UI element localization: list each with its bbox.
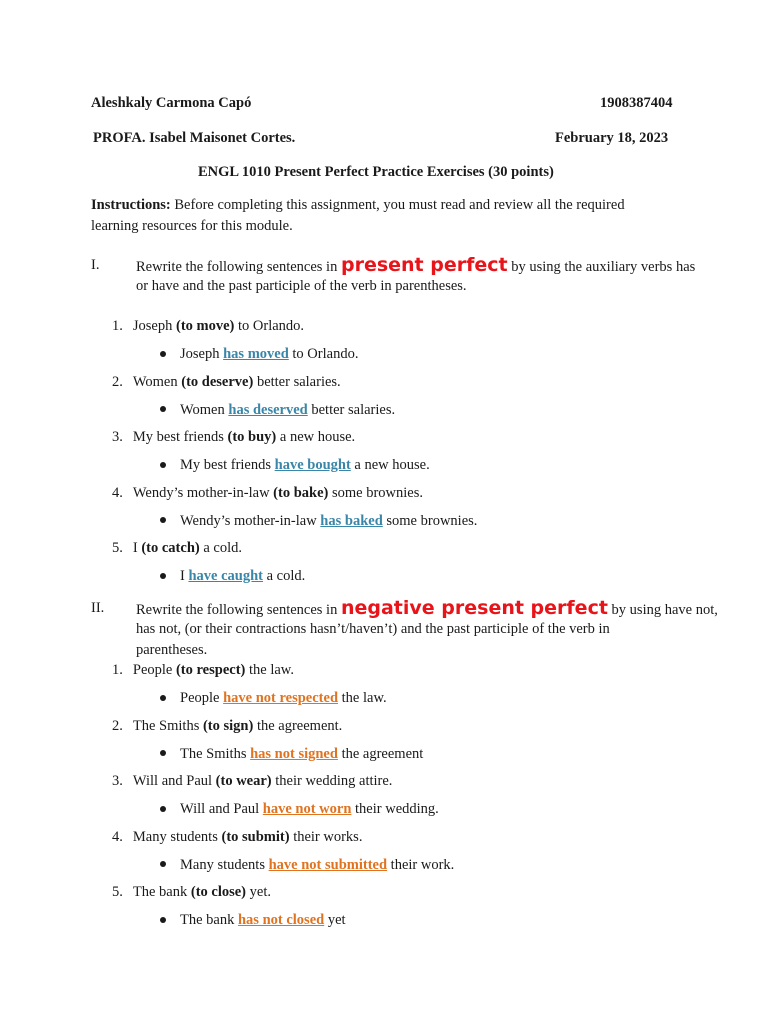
question-item: 3. Will and Paul (to wear) their wedding attire. [112,773,393,789]
bullet-icon [160,406,166,412]
verb-prompt: (to respect) [175,662,246,678]
verb-prompt: (to deserve) [181,373,254,390]
question-item: 4. Many students (to submit) their works. [112,828,363,845]
verb-prompt: (to bake) [273,484,329,501]
answer-verb: has moved [223,346,289,362]
bullet-icon [160,573,166,579]
item-number: 2. [112,373,123,390]
answer-item: Will and Paul have not worn their wedding. [160,801,439,818]
negative-present-perfect-emphasis: negative present perfect [340,597,608,619]
verb-prompt: (to buy) [227,429,277,445]
section2-intro: Rewrite the following sentences in negative present perfect by using have not, [136,597,718,619]
answer-verb: have not respected [223,690,339,706]
answer-item: Wendy’s mother-in-law has baked some brownies. [160,513,477,530]
question-item: 1. People (to respect) the law. [112,662,294,678]
section2-intro-line2: has not, (or their contractions hasn’t/haven’t) and the past participle of the verb in [136,621,610,637]
answer-item: The bank has not closed yet [160,912,346,929]
item-number: 1. [112,318,123,334]
answer-item: Joseph has moved to Orlando. [160,346,358,363]
answer-verb: has not signed [250,745,338,762]
section1-intro: Rewrite the following sentences in present perfect by using the auxiliary verbs has [136,254,696,276]
instructions-line2: learning resources for this module. [91,218,293,234]
answer-item: The Smiths has not signed the agreement [160,746,423,763]
present-perfect-emphasis: present perfect [340,254,508,276]
bullet-icon [160,917,166,923]
instructions-line1: Instructions: Before completing this assignment, you must read and review all the required [91,197,625,213]
verb-prompt: (to move) [175,318,235,334]
item-number: 5. [112,540,123,556]
answer-verb: have not submitted [268,856,388,873]
verb-prompt: (to catch) [141,540,200,556]
answer-verb: has not closed [237,912,325,928]
item-number: 3. [112,773,123,789]
answer-item: Many students have not submitted their work. [160,857,454,874]
bullet-icon [160,806,166,812]
answer-item: People have not respected the law. [160,690,387,707]
document-title: ENGL 1010 Present Perfect Practice Exercises (30 points) [198,164,554,180]
answer-verb: have bought [274,457,351,473]
verb-prompt: (to wear) [215,773,272,789]
answer-item: My best friends have bought a new house. [160,457,430,474]
item-number: 5. [112,884,123,900]
answer-item: I have caught a cold. [160,568,305,585]
verb-prompt: (to close) [190,884,247,900]
bullet-icon [160,861,166,867]
section2-intro-line3: parentheses. [136,642,208,658]
answer-verb: have not worn [262,801,352,817]
verb-prompt: (to submit) [221,828,290,845]
question-item: 5. I (to catch) a cold. [112,540,243,556]
item-number: 4. [112,828,123,845]
bullet-icon [160,517,166,523]
item-number: 4. [112,484,123,501]
question-item: 2. The Smiths (to sign) the agreement. [112,717,343,734]
answer-verb: has deserved [228,401,308,418]
question-item: 3. My best friends (to buy) a new house. [112,429,356,445]
question-item: 2. Women (to deserve) better salaries. [112,373,341,390]
bullet-icon [160,750,166,756]
bullet-icon [160,695,166,701]
verb-prompt: (to sign) [202,717,254,734]
question-item: 5. The bank (to close) yet. [112,884,271,900]
professor-name: PROFA. Isabel Maisonet Cortes. [93,130,296,146]
answer-verb: has baked [320,512,383,529]
bullet-icon [160,462,166,468]
bullet-icon [160,351,166,357]
document-date: February 18, 2023 [555,130,669,146]
question-item: 1. Joseph (to move) to Orlando. [112,318,305,334]
section1-intro-line2: or have and the past participle of the verb in parentheses. [136,278,467,294]
student-id: 1908387404 [600,95,673,111]
answer-item: Women has deserved better salaries. [160,402,395,419]
section2-numeral: II. [91,600,105,616]
section1-numeral: I. [91,257,100,273]
question-item: 4. Wendy’s mother-in-law (to bake) some brownies. [112,484,423,501]
item-number: 1. [112,662,123,678]
item-number: 2. [112,717,123,734]
item-number: 3. [112,429,123,445]
answer-verb: have caught [188,568,263,584]
student-name: Aleshkaly Carmona Capó [91,95,252,111]
